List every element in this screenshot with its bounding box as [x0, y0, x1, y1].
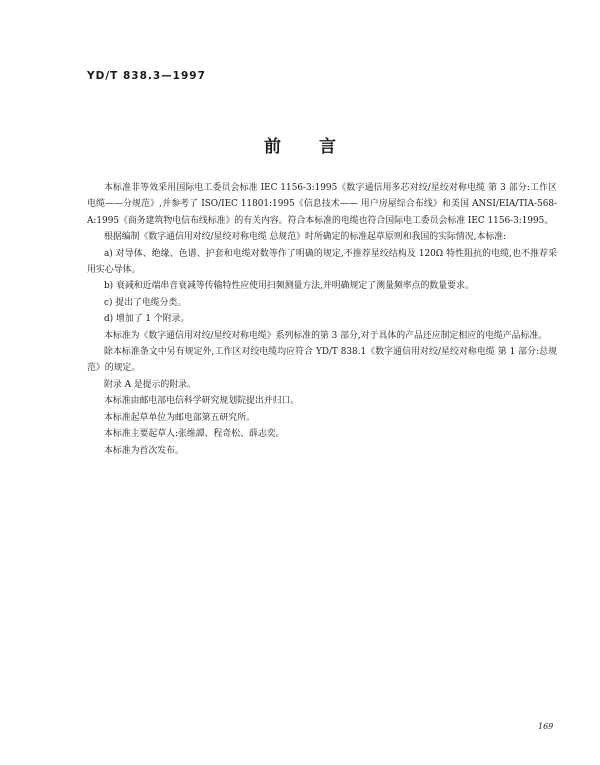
paragraph-proposer: 本标准由邮电部电信科学研究规划院提出并归口。: [104, 396, 300, 407]
paragraph-drafters: 本标准主要起草人:张维譚、程奇松、薛志奕。: [104, 429, 285, 440]
list-item-b: b) 衰减和近端串音衰减等传输特性应使用扫频测量方法,并明确规定了测量频率点的数量要求。: [104, 281, 474, 292]
paragraph-principles: 根据编制《数字通信用对绞/星绞对称电缆 总规范》时所确定的标准起草原则和我国的实际情况,本标准:: [104, 232, 507, 243]
list-item-a: a) 对导体、绝缘、色谱、护套和电缆对数等作了明确的规定,不推荐星绞结构及 120Ω 特性阻抗的电缆,也不推荐采用实心导体。: [87, 248, 557, 276]
foreword-body: [87, 180, 557, 459]
list-item-c: c) 提出了电缆分类。: [104, 297, 187, 308]
paragraph-conformance: 除本标准条文中另有规定外,工作区对绞电缆均应符合 YD/T 838.1《数字通信用对绞/星绞对称电缆 第 1 部分:总规范》的规定。: [87, 347, 557, 374]
paragraph-appendix: 附录 A 是提示的附录。: [104, 379, 196, 390]
document-code: YD/T 838.3—1997: [87, 70, 206, 82]
paragraph-first-release: 本标准为首次发布。: [104, 445, 184, 456]
paragraph-series: 本标准为《数字通信用对绞/星绞对称电缆》系列标准的第 3 部分,对于具体的产品还应制定相应的电缆产品标准。: [104, 330, 548, 341]
page-title: 前言: [264, 137, 374, 157]
paragraph-drafting-unit: 本标准起草单位为邮电部第五研究所。: [104, 412, 255, 423]
paragraph-adoption: 本标准非等效采用国际电工委员会标准 IEC 1156-3:1995《数字通信用多芯对绞/星绞对称电缆 第 3 部分:工作区电缆——分规范》,并参考了 ISO/IEC 11801:1995《信息技术—— 用户房屋综合布线》和美国 ANSI/EIA/TIA-568-A:1995《商务建筑物电信布线标准》的有关内容。符合本标准的电缆也符合国际电工委员会标准 IEC 1156-3:1995。: [87, 183, 557, 226]
page-number: 169: [538, 722, 554, 731]
list-item-d: d) 增加了 1 个附录。: [104, 314, 190, 325]
